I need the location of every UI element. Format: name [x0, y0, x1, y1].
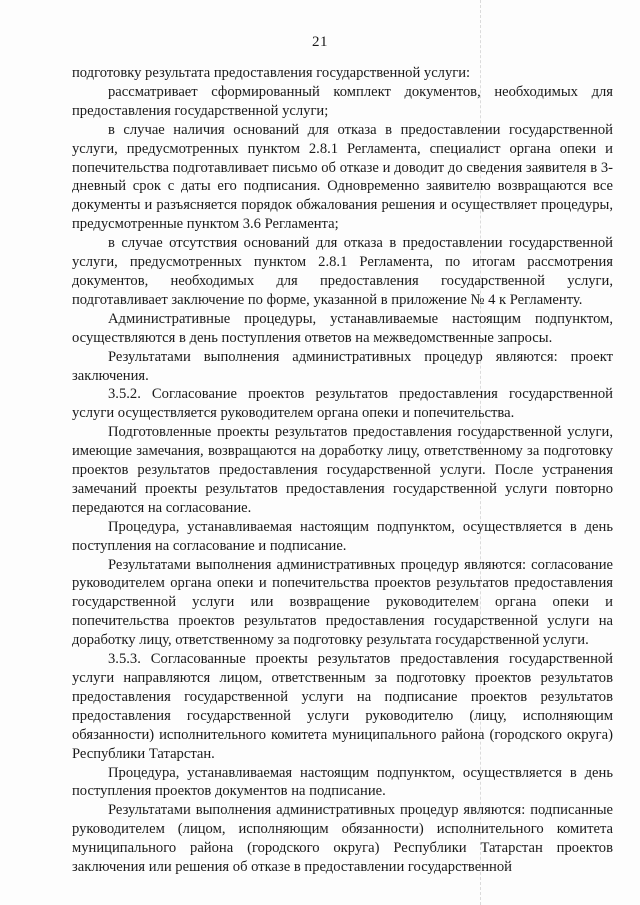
paragraph-refusal-grounds: в случае наличия оснований для отказа в предоставлении государственной услуги, предусмотренных пунктом 2.8.1 Регламента, специалист органа опеки и попечительства подготавливает письмо об отказе и доводит до сведения заявителя в 3-дневный срок с даты его подписания. Одновременно заявителю возвращаются все документы и разъясняется порядок обжалования решения и осуществляет процедуры, предусмотренные пунктом 3.6 Регламента; — [72, 121, 613, 233]
paragraph-signing-results: Результатами выполнения административных процедур являются: подписанные руководителем (лицом, исполняющим обязанности) исполнительного комитета муниципального района (городского округа) Республики Татарстан проектов заключения или решения об отказе в предоставлении государственной — [72, 802, 613, 876]
paragraph-section-3-5-3: 3.5.3. Согласованные проекты результатов предоставления государственной услуги направляются лицом, ответственным за подготовку проектов результатов предоставления государственной услуги на подписание проектов результатов предоставления государственной услуги руководителю (лицу, исполняющим обязанности) исполнительного комитета муниципального района (городского округа) Республики Татарстан. — [72, 651, 613, 762]
paragraph-signing-timing: Процедура, устанавливаемая настоящим подпунктом, осуществляется в день поступления проектов документов на подписание. — [72, 764, 613, 800]
paragraph-procedure-timing: Административные процедуры, устанавливаемые настоящим подпунктом, осуществляются в день поступления ответов на межведомственные запросы. — [72, 310, 613, 346]
paragraph-approval-timing: Процедура, устанавливаемая настоящим подпунктом, осуществляется в день поступления на согласование и подписание. — [72, 518, 613, 554]
paragraph-remarks-return: Подготовленные проекты результатов предоставления государственной услуги, имеющие замечания, возвращаются на доработку лицу, ответственному за подготовку проектов результатов предоставления государственной услуги. После устранения замечаний проекты результатов предоставления государственной услуги повторно передаются на согласование. — [72, 424, 613, 516]
page-number: 21 — [312, 34, 328, 50]
paragraph-approval-results: Результатами выполнения административных процедур являются: согласование руководителем органа опеки и попечительства проектов результатов предоставления государственной услуги или возвращение руководителем органа опеки и попечительства проектов результатов предоставления государственной услуги на доработку лицу, ответственному за подготовку результата государственной услуги. — [72, 556, 613, 649]
paragraph-review-documents: рассматривает сформированный комплект документов, необходимых для предоставления государственной услуги; — [72, 83, 613, 119]
paragraph-no-refusal-grounds: в случае отсутствия оснований для отказа в предоставлении государственной услуги, предусмотренных пунктом 2.8.1 Регламента, по итогам рассмотрения документов, необходимых для предоставления государственной услуги, подготавливает заключение по форме, указанной в приложение № 4 к Регламенту. — [72, 235, 613, 308]
paragraph-continuation: подготовку результата предоставления государственной услуги: — [72, 65, 471, 81]
paragraph-section-3-5-2: 3.5.2. Согласование проектов результатов предоставления государственной услуги осуществляется руководителем органа опеки и попечительства. — [72, 386, 613, 422]
paragraph-procedure-results: Результатами выполнения административных процедур являются: проект заключения. — [72, 348, 613, 384]
document-body — [72, 64, 613, 877]
